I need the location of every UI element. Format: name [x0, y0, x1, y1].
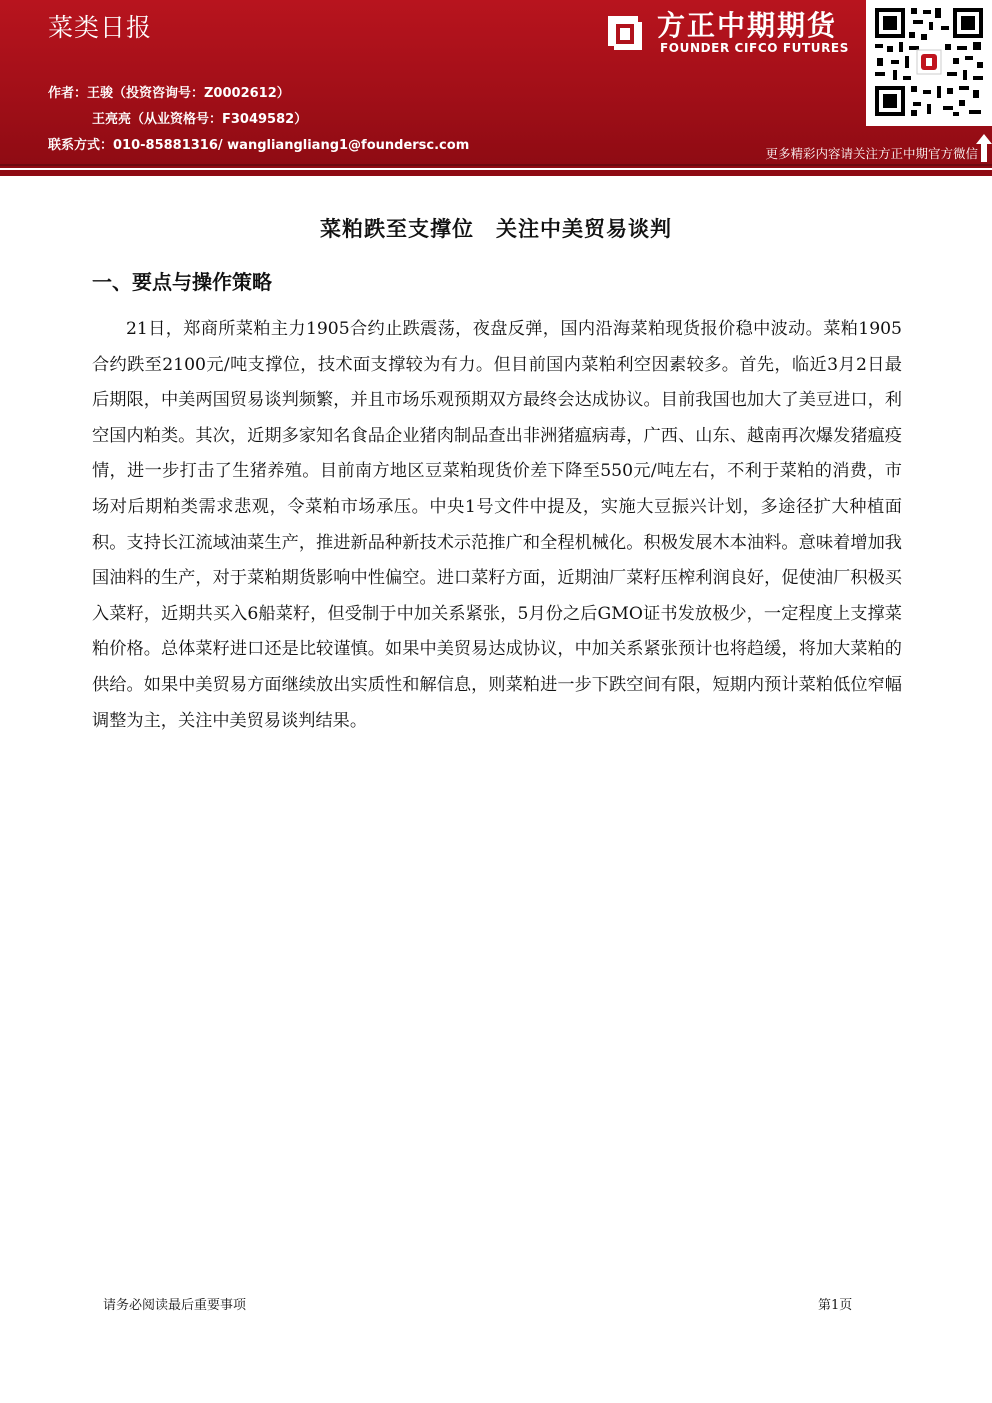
founder-logo-icon	[604, 10, 648, 54]
footer-disclaimer: 请务必阅读最后重要事项	[103, 1298, 247, 1313]
header-divider	[0, 164, 992, 166]
brand-name-en: FOUNDER CIFCO FUTURES	[660, 41, 849, 55]
up-arrow-icon	[976, 134, 992, 162]
strategy-paragraph: 21日，郑商所菜粕主力1905合约止跌震荡，夜盘反弹，国内沿海菜粕现货报价稳中波动。菜粕1905合约跌至2100元/吨支撑位，技术面支撑较为有力。但目前国内菜粕利空因素较多。首先，临近3月2日最后期限，中美两国贸易谈判频繁，并且市场乐观预期双方最终会达成协议。目前我国也加大了美豆进口，利空国内粕类。其次，近期多家知名食品企业猪肉制品查出非洲猪瘟病毒，广西、山东、越南再次爆发猪瘟疫情，进一步打击了生猪养殖。目前南方地区豆菜粕现货价差下降至550元/吨左右，不利于菜粕的消费，市场对后期粕类需求悲观，令菜粕市场承压。中央1号文件中提及，实施大豆振兴计划，多途径扩大种植面积。支持长江流域油菜生产，推进新品种新技术示范推广和全程机械化。积极发展木本油料。意味着增加我国油料的生产，对于菜粕期货影响中性偏空。进口菜籽方面，近期油厂菜籽压榨利润良好，促使油厂积极买入菜籽，近期共买入6船菜籽，但受制于中加关系紧张，5月份之后GMO证书发放极少，一定程度上支撑菜粕价格。总体菜籽进口还是比较谨慎。如果中美贸易达成协议，中加关系紧张预计也将趋缓，将加大菜粕的供给。如果中美贸易方面继续放出实质性和解信息，则菜粕进一步下跌空间有限，短期内预计菜粕低位窄幅调整为主，关注中美贸易谈判结果。	[92, 319, 902, 731]
section-heading: 一、要点与操作策略	[92, 270, 272, 294]
follow-wechat-note: 更多精彩内容请关注方正中期官方微信	[765, 146, 978, 161]
brand-name-cn: 方正中期期货	[657, 9, 838, 42]
page-number: 第1页	[818, 1298, 853, 1313]
author-line-1: 作者：王骏（投资咨询号：Z0002612）	[48, 86, 290, 101]
author-line-2: 王亮亮（从业资格号：F3049582）	[92, 112, 308, 127]
header-rule	[0, 170, 992, 176]
article-title: 菜粕跌至支撑位 关注中美贸易谈判	[320, 216, 672, 241]
contact-line: 联系方式：010-85881316/ wangliangliang1@foundersc.com	[48, 138, 470, 153]
wechat-qr-code	[866, 0, 992, 126]
report-type-title: 菜类日报	[48, 13, 153, 42]
